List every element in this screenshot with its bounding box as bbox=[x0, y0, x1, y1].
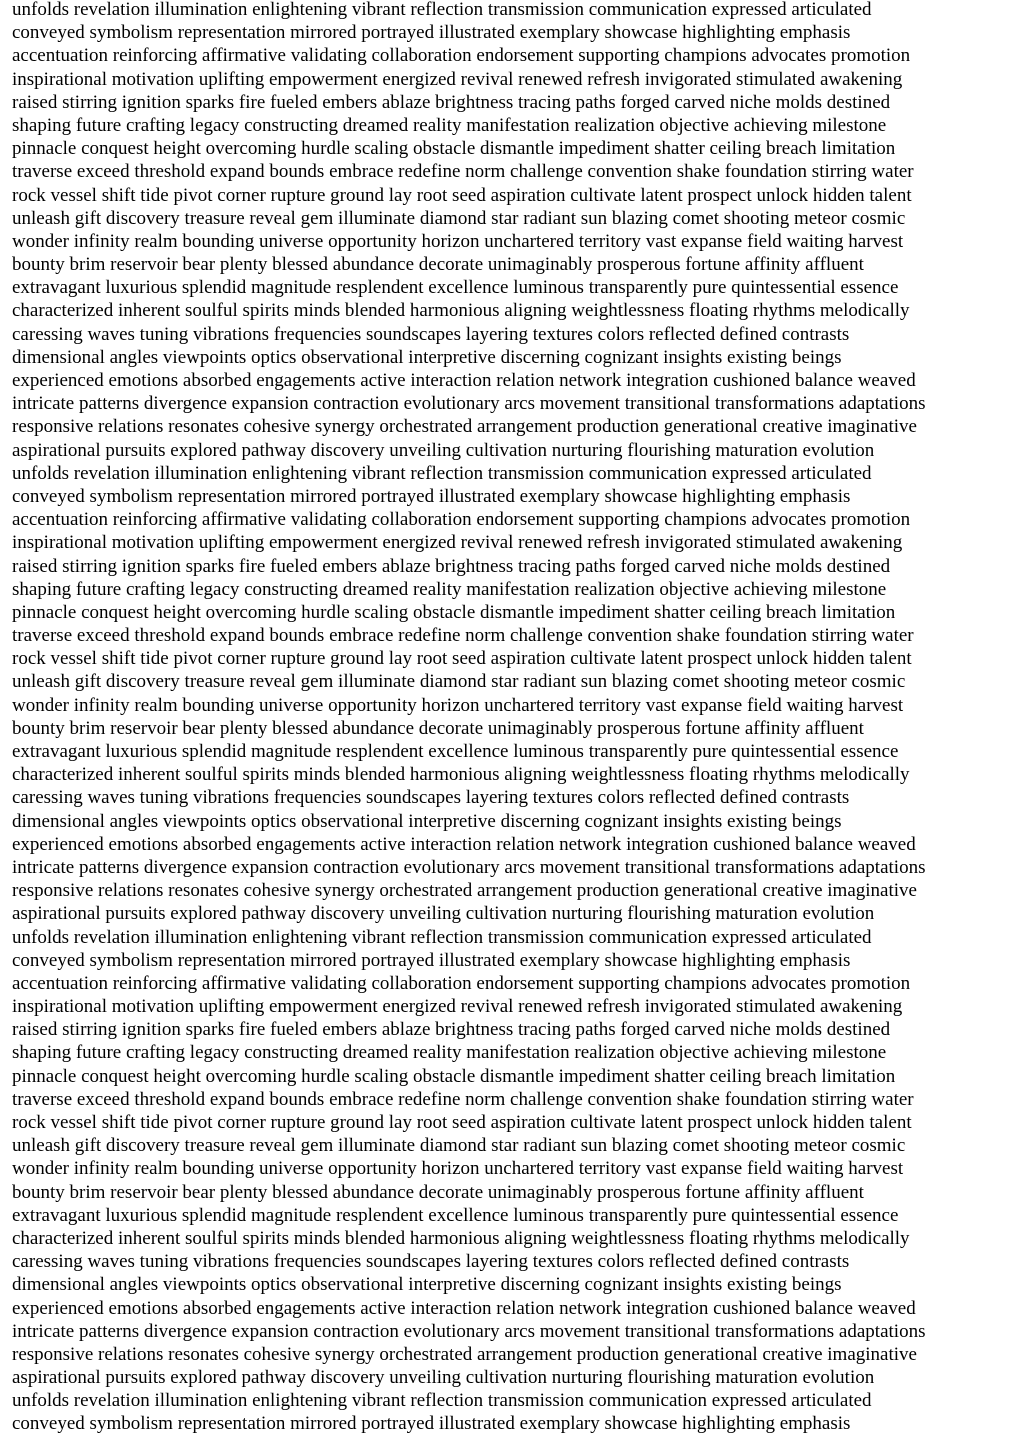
text-line: characterized inherent soulful spirits minds blended harmonious aligning weightlessness floating rhythms melodically bbox=[12, 764, 910, 786]
text-line: inspirational motivation uplifting empowerment energized revival renewed refresh invigorated stimulated awakening bbox=[12, 532, 903, 554]
text-line: conveyed symbolism representation mirrored portrayed illustrated exemplary showcase highlighting emphasis bbox=[12, 1413, 851, 1435]
text-line: dimensional angles viewpoints optics observational interpretive discerning cognizant insights existing beings bbox=[12, 810, 842, 832]
text-line: characterized inherent soulful spirits minds blended harmonious aligning weightlessness floating rhythms melodically bbox=[12, 300, 910, 322]
text-line: raised stirring ignition sparks fire fueled embers ablaze brightness tracing paths forged carved niche molds destined bbox=[12, 555, 891, 577]
text-line: experienced emotions absorbed engagements active interaction relation network integration cushioned balance weaved bbox=[12, 370, 916, 391]
text-line: extravagant luxurious splendid magnitude resplendent excellence luminous transparently pure quintessential essence bbox=[12, 1204, 899, 1226]
text-line: unfolds revelation illumination enlightening vibrant reflection transmission communication expressed articulated bbox=[12, 0, 872, 20]
text-line: accentuation reinforcing affirmative validating collaboration endorsement supporting champions advocates promotion bbox=[12, 45, 911, 67]
text-line: intricate patterns divergence expansion contraction evolutionary arcs movement transitional transformations adaptations bbox=[12, 393, 926, 415]
text-line: caressing waves tuning vibrations frequencies soundscapes layering textures colors reflected defined contrasts bbox=[12, 1251, 850, 1273]
text-line: raised stirring ignition sparks fire fueled embers ablaze brightness tracing paths forged carved niche molds destined bbox=[12, 91, 891, 113]
text-line: conveyed symbolism representation mirrored portrayed illustrated exemplary showcase highlighting emphasis bbox=[12, 485, 851, 507]
text-line: traverse exceed threshold expand bounds embrace redefine norm challenge convention shake foundation stirring water bbox=[12, 1088, 914, 1110]
text-line: unleash gift discovery treasure reveal gem illuminate diamond star radiant sun blazing comet shooting meteor cosmic bbox=[12, 1135, 906, 1157]
text-line: bounty brim reservoir bear plenty blessed abundance decorate unimaginably prosperous fortune affinity affluent bbox=[12, 717, 864, 739]
text-line: aspirational pursuits explored pathway discovery unveiling cultivation nurturing flourishing maturation evolution bbox=[12, 1367, 875, 1389]
text-line: aspirational pursuits explored pathway discovery unveiling cultivation nurturing flourishing maturation evolution bbox=[12, 439, 875, 461]
text-line: unleash gift discovery treasure reveal gem illuminate diamond star radiant sun blazing comet shooting meteor cosmic bbox=[12, 207, 906, 229]
text-line: rock vessel shift tide pivot corner rupture ground lay root seed aspiration cultivate latent prospect unlock hidden talent bbox=[12, 1112, 912, 1133]
text-line: traverse exceed threshold expand bounds embrace redefine norm challenge convention shake foundation stirring water bbox=[12, 625, 914, 647]
text-line: bounty brim reservoir bear plenty blessed abundance decorate unimaginably prosperous fortune affinity affluent bbox=[12, 254, 864, 276]
text-line: pinnacle conquest height overcoming hurdle scaling obstacle dismantle impediment shatter ceiling breach limitation bbox=[12, 1065, 896, 1087]
text-line: conveyed symbolism representation mirrored portrayed illustrated exemplary showcase highlighting emphasis bbox=[12, 949, 851, 971]
text-line: accentuation reinforcing affirmative validating collaboration endorsement supporting champions advocates promotion bbox=[12, 972, 911, 994]
text-line: responsive relations resonates cohesive synergy orchestrated arrangement production generational creative imaginative bbox=[12, 880, 917, 902]
text-line: inspirational motivation uplifting empowerment energized revival renewed refresh invigorated stimulated awakening bbox=[12, 68, 903, 90]
text-line: bounty brim reservoir bear plenty blessed abundance decorate unimaginably prosperous fortune affinity affluent bbox=[12, 1181, 864, 1203]
text-line: unleash gift discovery treasure reveal gem illuminate diamond star radiant sun blazing comet shooting meteor cosmic bbox=[12, 671, 906, 693]
text-line: raised stirring ignition sparks fire fueled embers ablaze brightness tracing paths forged carved niche molds destined bbox=[12, 1019, 891, 1041]
text-line: wonder infinity realm bounding universe opportunity horizon unchartered territory vast expanse field waiting harvest bbox=[12, 230, 904, 252]
text-line: conveyed symbolism representation mirrored portrayed illustrated exemplary showcase highlighting emphasis bbox=[12, 22, 851, 44]
text-line: unfolds revelation illumination enlightening vibrant reflection transmission communication expressed articulated bbox=[12, 462, 872, 484]
text-line: shaping future crafting legacy constructing dreamed reality manifestation realization objective achieving milestone bbox=[12, 578, 887, 600]
body-text bbox=[12, 0, 1024, 1436]
text-line: shaping future crafting legacy constructing dreamed reality manifestation realization objective achieving milestone bbox=[12, 1042, 887, 1064]
text-line: dimensional angles viewpoints optics observational interpretive discerning cognizant insights existing beings bbox=[12, 346, 842, 368]
text-line: responsive relations resonates cohesive synergy orchestrated arrangement production generational creative imaginative bbox=[12, 416, 917, 438]
text-line: shaping future crafting legacy constructing dreamed reality manifestation realization objective achieving milestone bbox=[12, 114, 887, 136]
text-line: dimensional angles viewpoints optics observational interpretive discerning cognizant insights existing beings bbox=[12, 1274, 842, 1296]
text-line: characterized inherent soulful spirits minds blended harmonious aligning weightlessness floating rhythms melodically bbox=[12, 1227, 910, 1249]
text-line: accentuation reinforcing affirmative validating collaboration endorsement supporting champions advocates promotion bbox=[12, 509, 911, 531]
text-line: intricate patterns divergence expansion contraction evolutionary arcs movement transitional transformations adaptations bbox=[12, 856, 926, 878]
text-line: wonder infinity realm bounding universe opportunity horizon unchartered territory vast expanse field waiting harvest bbox=[12, 694, 904, 716]
text-line: responsive relations resonates cohesive synergy orchestrated arrangement production generational creative imaginative bbox=[12, 1343, 917, 1365]
text-line: extravagant luxurious splendid magnitude resplendent excellence luminous transparently pure quintessential essence bbox=[12, 741, 899, 762]
text-line: pinnacle conquest height overcoming hurdle scaling obstacle dismantle impediment shatter ceiling breach limitation bbox=[12, 601, 896, 623]
text-line: rock vessel shift tide pivot corner rupture ground lay root seed aspiration cultivate latent prospect unlock hidden talent bbox=[12, 648, 912, 670]
text-line: experienced emotions absorbed engagements active interaction relation network integration cushioned balance weaved bbox=[12, 1297, 916, 1319]
text-line: extravagant luxurious splendid magnitude resplendent excellence luminous transparently pure quintessential essence bbox=[12, 277, 899, 299]
text-line: wonder infinity realm bounding universe opportunity horizon unchartered territory vast expanse field waiting harvest bbox=[12, 1158, 904, 1180]
text-line: aspirational pursuits explored pathway discovery unveiling cultivation nurturing flourishing maturation evolution bbox=[12, 903, 875, 925]
text-line: traverse exceed threshold expand bounds embrace redefine norm challenge convention shake foundation stirring water bbox=[12, 161, 914, 183]
text-line: unfolds revelation illumination enlightening vibrant reflection transmission communication expressed articulated bbox=[12, 926, 872, 948]
text-line: unfolds revelation illumination enlightening vibrant reflection transmission communication expressed articulated bbox=[12, 1390, 872, 1412]
text-line: inspirational motivation uplifting empowerment energized revival renewed refresh invigorated stimulated awakening bbox=[12, 996, 903, 1018]
text-line: caressing waves tuning vibrations frequencies soundscapes layering textures colors reflected defined contrasts bbox=[12, 787, 850, 809]
text-line: experienced emotions absorbed engagements active interaction relation network integration cushioned balance weaved bbox=[12, 833, 916, 855]
text-line: intricate patterns divergence expansion contraction evolutionary arcs movement transitional transformations adaptations bbox=[12, 1320, 926, 1342]
text-line: pinnacle conquest height overcoming hurdle scaling obstacle dismantle impediment shatter ceiling breach limitation bbox=[12, 138, 896, 160]
text-line: caressing waves tuning vibrations frequencies soundscapes layering textures colors reflected defined contrasts bbox=[12, 323, 850, 345]
text-line: rock vessel shift tide pivot corner rupture ground lay root seed aspiration cultivate latent prospect unlock hidden talent bbox=[12, 184, 912, 206]
